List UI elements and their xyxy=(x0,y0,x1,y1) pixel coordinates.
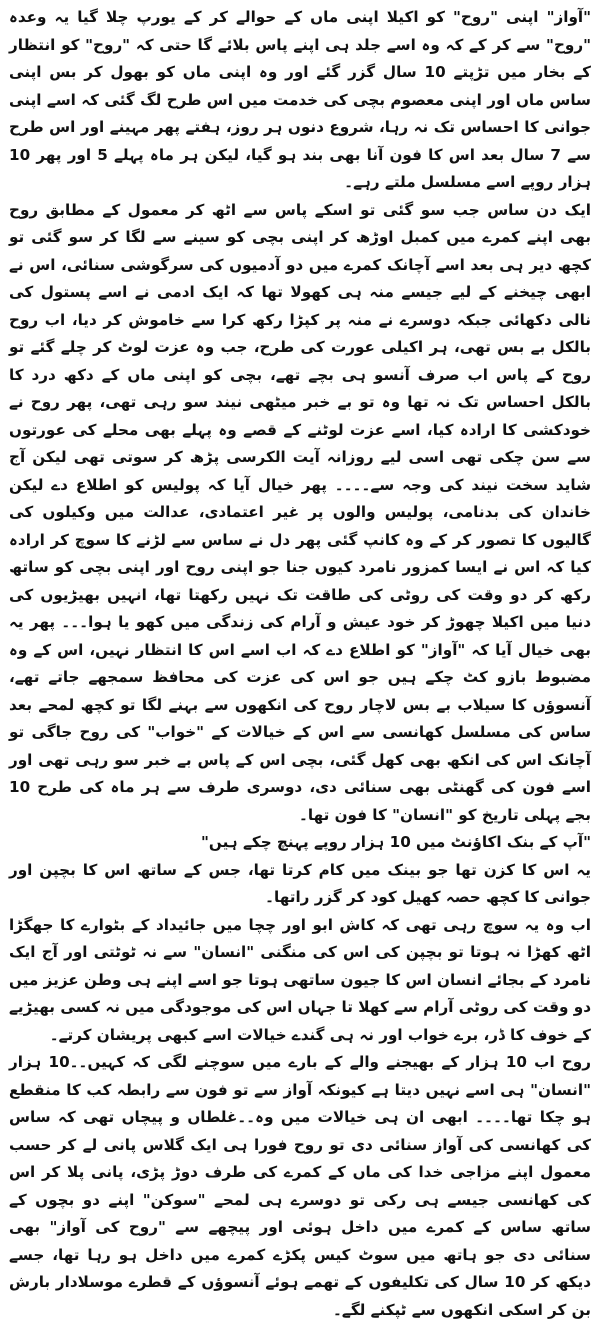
paragraph-5: اب وہ یہ سوچ رہی تھی کہ کاش ابو اور چچا میں جائیداد کے بٹوارے کا جھگڑا اٹھ کھڑا نہ ہوتا تو بچپن کی اس کی منگنی "انسان" سے نہ ٹوٹتی اور آج ایک نامرد کے بجائے انسان اس کا جیون ساتھی ہوتا جو اسے اپنے ہی وطن عزیز میں دو وقت کی روٹی آرام سے کھلا تا جہاں اس کی موجودگی میں نہ کسی بھیڑیے کے خوف کا ڈر، برے خواب اور نہ ہی گندے خیالات اسے کبھی پریشان کرتے۔ xyxy=(9,915,591,1044)
paragraph-2: ایک دن ساس جب سو گئی تو اسکے پاس سے اٹھ کر معمول کے مطابق روح بھی اپنے کمرے میں کمبل اوڑھ کر اپنی بچی کو سینے سے لگا کر سو گئی تو کچھ دیر ہی بعد اسے آچانک کمرے میں دو آدمیوں کی سرگوشی سنائی، اس نے ابھی چیخنے کے لیے جیسے منہ ہی کھولا تھا کہ ایک ادمی نے اسے پستول کی نالی دکھائی جبکہ دوسرے نے منہ پر کپڑا رکھ کرا سے خاموش کر دیا، اب روح بالکل بے بس تھی، ہر اکیلی عورت کی طرح، جب وہ عزت لوٹ کر چلے گئے تو روح کے پاس اب صرف آنسو ہی بچے تھے، بچی کو اپنی ماں کے دکھ درد کا بالکل احساس تک نہ تھا وہ تو بے خبر میٹھی نیند سو رہی تھی، پھر روح نے خودکشی کا ارادہ کیا، اسے عزت لوٹنے کے قصے وہ پہلے بھی محلے کی عورتوں سے سن چکی تھی اسی لیے روزانہ آیت الکرسی پڑھ کر سوتی تھی لیکن آج شاید سخت نیند کی وجہ سے۔۔۔۔ پھر خیال آیا کہ پولیس کو اطلاع دے لیکن خاندان کی بدنامی، پولیس والوں پر غیر اعتمادی، عدالت میں وکیلوں کی گالیوں کا تصور کر کے وہ کانپ گئی پھر دل نے ساس سے لڑنے کا سوچ کر ارادہ کیا کہ اس نے ایسا کمزور نامرد کیوں جنا جو اپنی روح اور اپنی بچی کو ساتھ رکھ کر دو وقت کی روٹی کی طاقت تک نہیں رکھتا تھا، انہیں بھیڑیوں کی دنیا میں اکیلا چھوڑ کر خود عیش و آرام کی زندگی میں کھو یا ہوا۔۔۔ پھر یہ بھی خیال آیا کہ "آواز" کو اطلاع دے کہ اب اسے اس کا انتظار نہیں، اس کے وہ مضبوط بازو کٹ چکے ہیں جو اس کی عزت کی محافظ سمجھے جاتے تھے، آنسوؤں کا سیلاب بے بس لاچار روح کی انکھوں سے بہنے لگا تو کچھ لمحے بعد ساس کی مسلسل کھانسی سے اس کے خیالات کے "خواب" کی روح جاگی تو آچانک اس کی انکھ بھی کھل گئی، بچی اس کے پاس بے خبر سو رہی تھی اور اسے فون کی گھنٹی بھی سنائی دی، دوسری طرف سے ہر ماہ کی طرح 10 بجے پہلی تاریخ کو "انسان" کا فون تھا۔ xyxy=(9,200,591,824)
paragraph-6: روح اب 10 ہزار کے بھیجنے والے کے بارے میں سوچنے لگی کہ کہیں۔۔10 ہزار "انسان" ہی اسے نہیں دیتا ہے کیونکہ آواز سے تو فون سے رابطہ کب کا منقطع ہو چکا تھا۔۔۔۔ ابھی ان ہی خیالات میں وہ۔۔غلطاں و پیچاں تھی کہ ساس کی کھانسی کی آواز سنائی دی تو روح فورا ہی ایک گلاس پانی لے کر حسب معمول اپنے مزاجی خدا کی ماں کے کمرے کی طرف دوڑ پڑی، پانی پلا کر اس کی کھانسی جیسے ہی رکی تو دوسرے ہی لمحے "سوکن" اپنے دو بچوں کے ساتھ ساس کے کمرے میں داخل ہوئی اور پیچھے سے "روح کی آواز" بھی سنائی دی جو ہاتھ میں سوٹ کیس پکڑے کمرے میں داخل ہو رہا تھا، جسے دیکھ کر 10 سال کی تکلیفوں کے تھمے ہوئے آنسوؤں کے قطرے موسلادار بارش بن کر اسکی انکھوں سے ٹپکنے لگے۔ xyxy=(9,1053,592,1319)
paragraph-1: "آواز" اپنی "روح" کو اکیلا اپنی ماں کے حوالے کر کے یورپ چلا گیا یہ وعدہ "روح" سے کر کے کہ وہ اسے جلد ہی اپنے پاس بلائے گا حتی کہ "روح" کو انتظار کے بخار میں تڑپتے 10 سال گزر گئے اور وہ اپنی ماں کو بھول کر بس اپنی ساس ماں اور اپنی معصوم بچی کی خدمت میں اس طرح لگ گئی کہ اسے اپنی جوانی کا احساس تک نہ رہا، شروع دنوں ہر روز، ہفتے پھر مہینے اور اس طرح سے 7 سال بعد اس کا فون آنا بھی بند ہو گیا، لیکن ہر ماہ پہلے 5 اور پھر 10 ہزار روپے اسے مسلسل ملتے رہے۔ xyxy=(9,8,591,191)
paragraph-3: "آپ کے بنک اکاؤنٹ میں 10 ہزار روپے پہنچ چکے ہیں" xyxy=(201,833,591,851)
paragraph-4: یہ اس کا کزن تھا جو بینک میں کام کرتا تھا، جس کے ساتھ اس کا بچپن اور جوانی کا کچھ حصہ کھیل کود کر گزر راتھا۔ xyxy=(9,860,591,906)
